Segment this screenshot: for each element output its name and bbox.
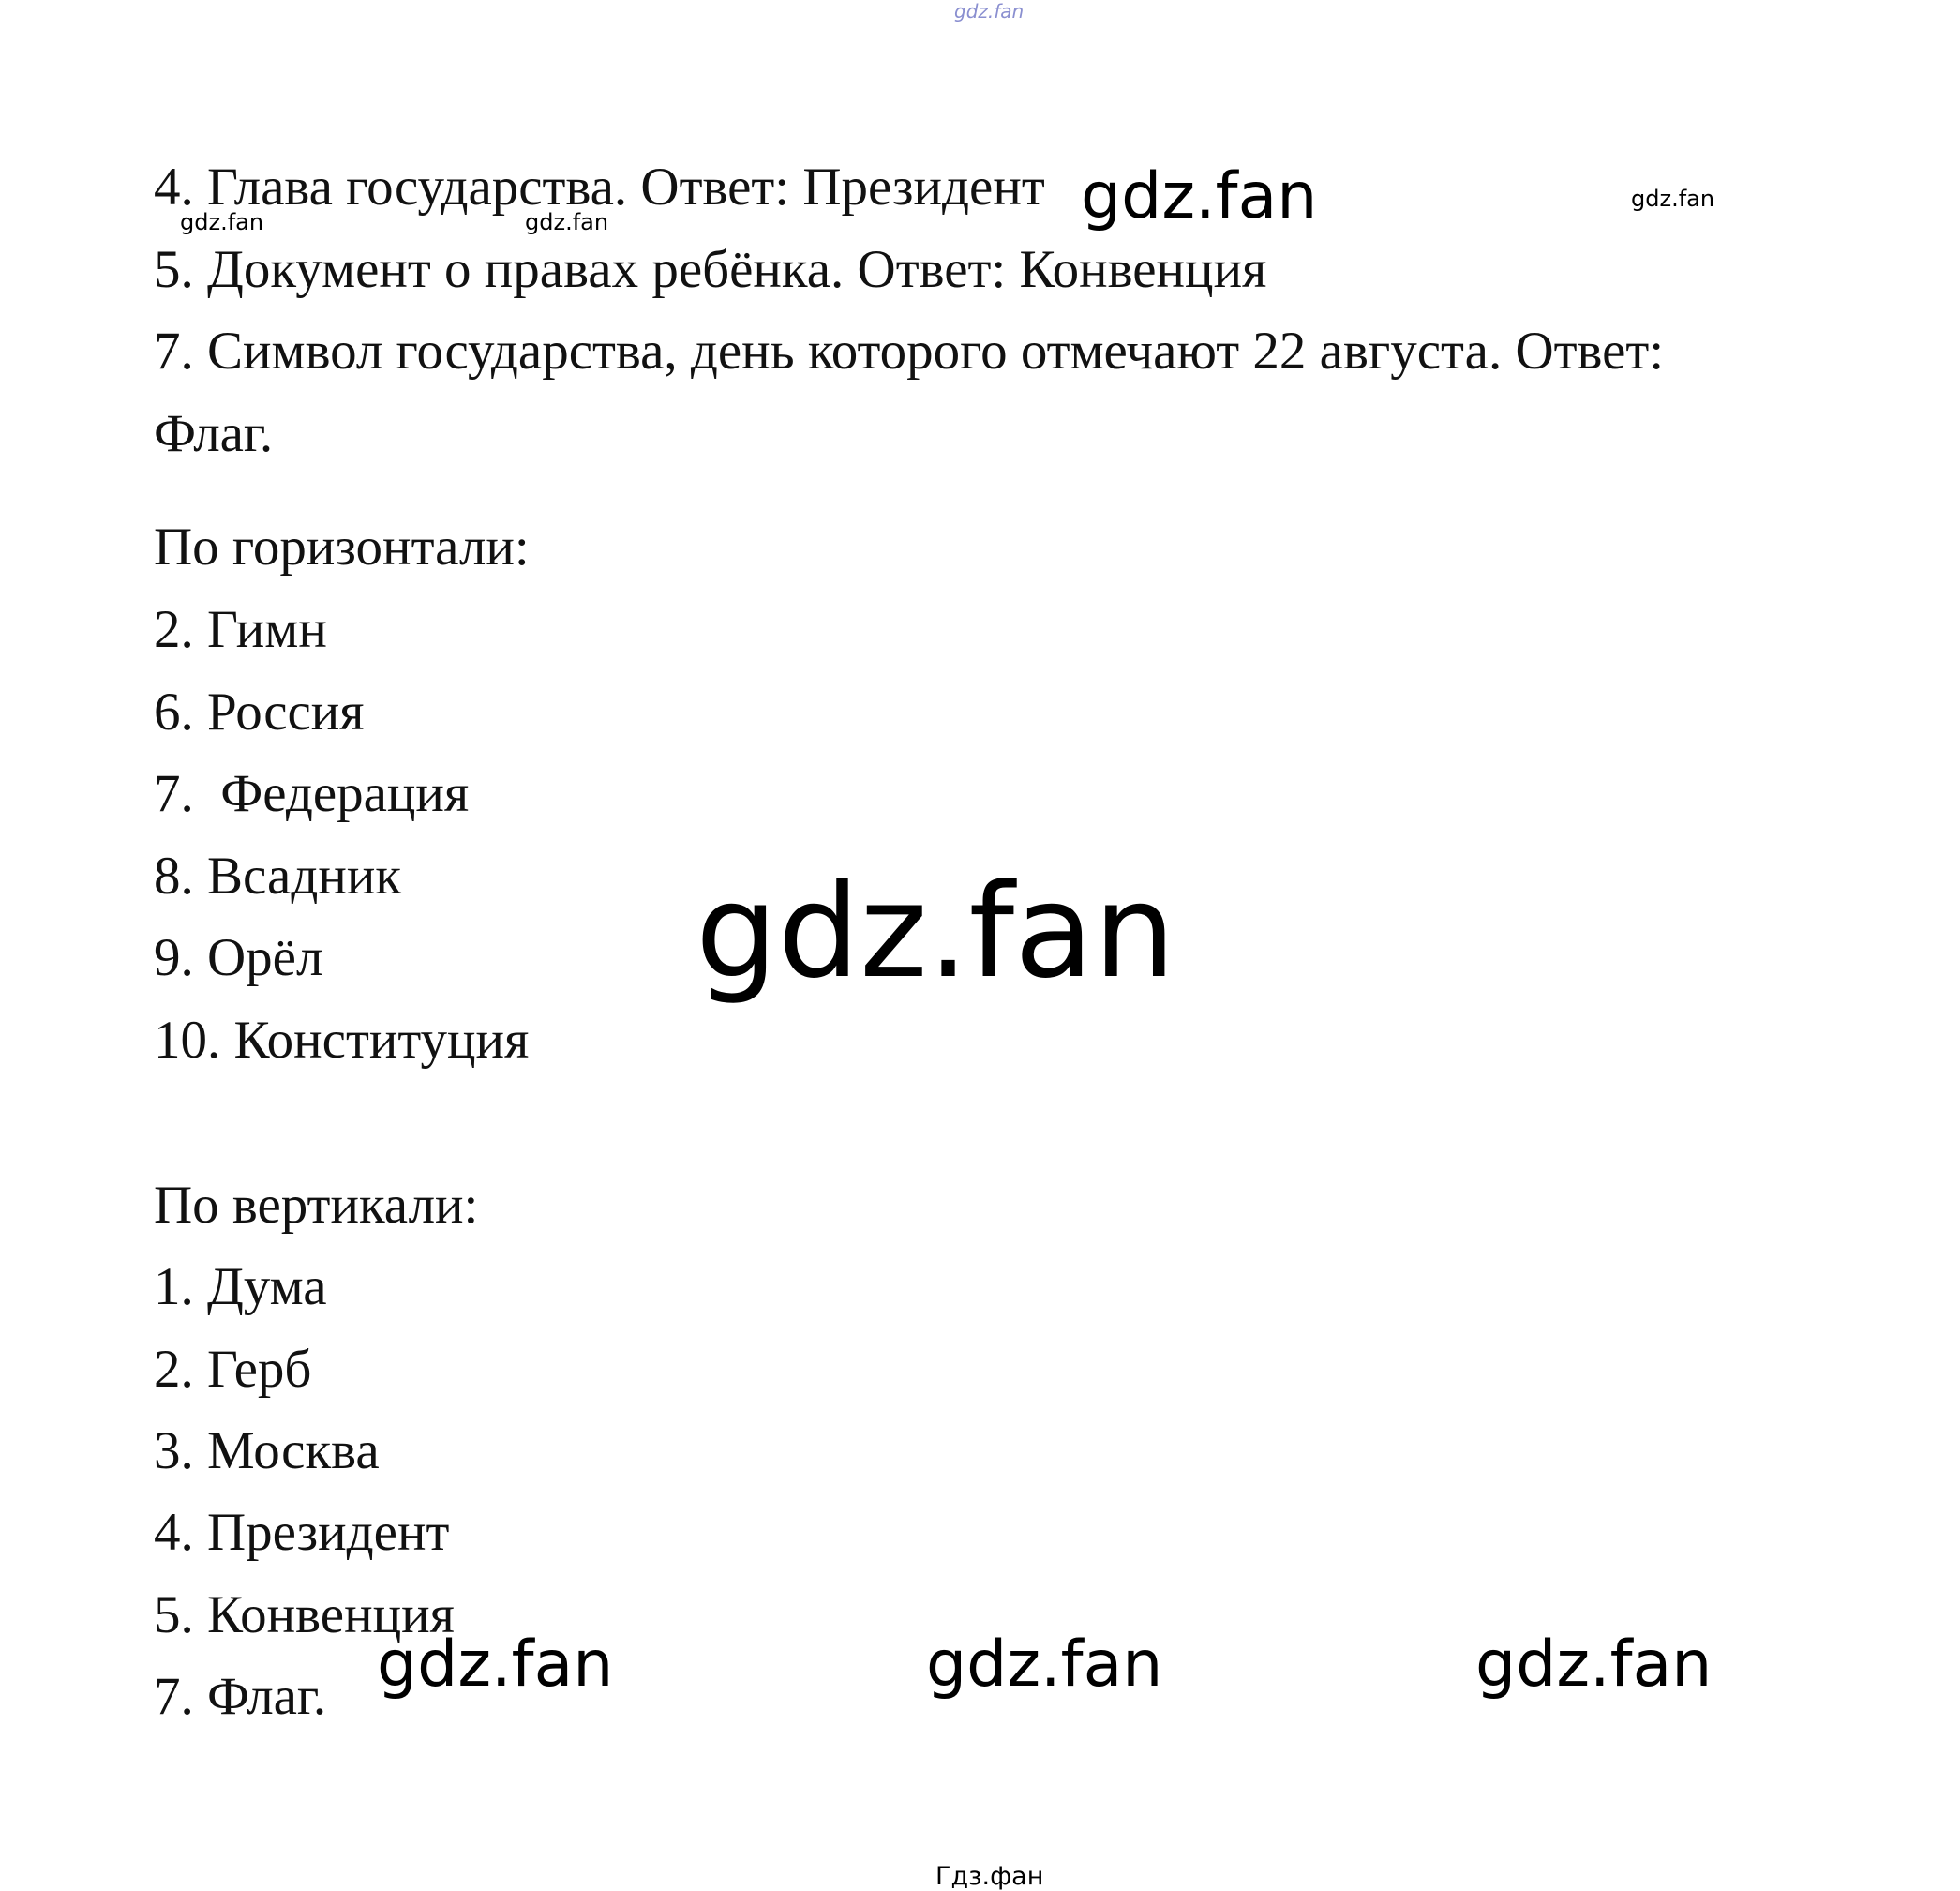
watermark-big-center: gdz.fan bbox=[696, 856, 1176, 1007]
question-line-4: 4. Глава государства. Ответ: Президент bbox=[154, 158, 1045, 217]
vertical-item-3: 3. Москва bbox=[154, 1421, 380, 1480]
horizontal-item-10: 10. Конституция bbox=[154, 1011, 530, 1070]
watermark-small-2: gdz.fan bbox=[525, 209, 609, 235]
question-line-5: 5. Документ о правах ребёнка. Ответ: Конвенция bbox=[154, 240, 1267, 299]
watermark-small-1: gdz.fan bbox=[180, 209, 264, 235]
vertical-item-5: 5. Конвенция bbox=[154, 1585, 455, 1644]
horizontal-item-2: 2. Гимн bbox=[154, 600, 327, 659]
vertical-item-2: 2. Герб bbox=[154, 1340, 312, 1399]
question-line-7: 7. Символ государства, день которого отмечают 22 августа. Ответ: bbox=[154, 322, 1665, 381]
vertical-item-4: 4. Президент bbox=[154, 1503, 450, 1562]
horizontal-item-8: 8. Всадник bbox=[154, 847, 402, 906]
watermark-mid-bottom-2: gdz.fan bbox=[926, 1628, 1163, 1702]
watermark-top: gdz.fan bbox=[954, 0, 1025, 23]
horizontal-item-6: 6. Россия bbox=[154, 683, 365, 742]
vertical-heading: По вертикали: bbox=[154, 1176, 479, 1235]
vertical-item-7: 7. Флаг. bbox=[154, 1667, 327, 1726]
question-line-7-cont: Флаг. bbox=[154, 404, 274, 463]
horizontal-item-7: 7. Федерация bbox=[154, 764, 470, 823]
watermark-small-3: gdz.fan bbox=[1631, 186, 1715, 212]
vertical-item-1: 1. Дума bbox=[154, 1257, 327, 1316]
watermark-mid-bottom-1: gdz.fan bbox=[377, 1628, 614, 1702]
watermark-mid-top: gdz.fan bbox=[1081, 159, 1318, 233]
horizontal-heading: По горизонтали: bbox=[154, 518, 530, 577]
footer-watermark: Гдз.фан bbox=[935, 1862, 1044, 1891]
horizontal-item-9: 9. Орёл bbox=[154, 928, 323, 987]
watermark-mid-bottom-3: gdz.fan bbox=[1475, 1628, 1713, 1702]
